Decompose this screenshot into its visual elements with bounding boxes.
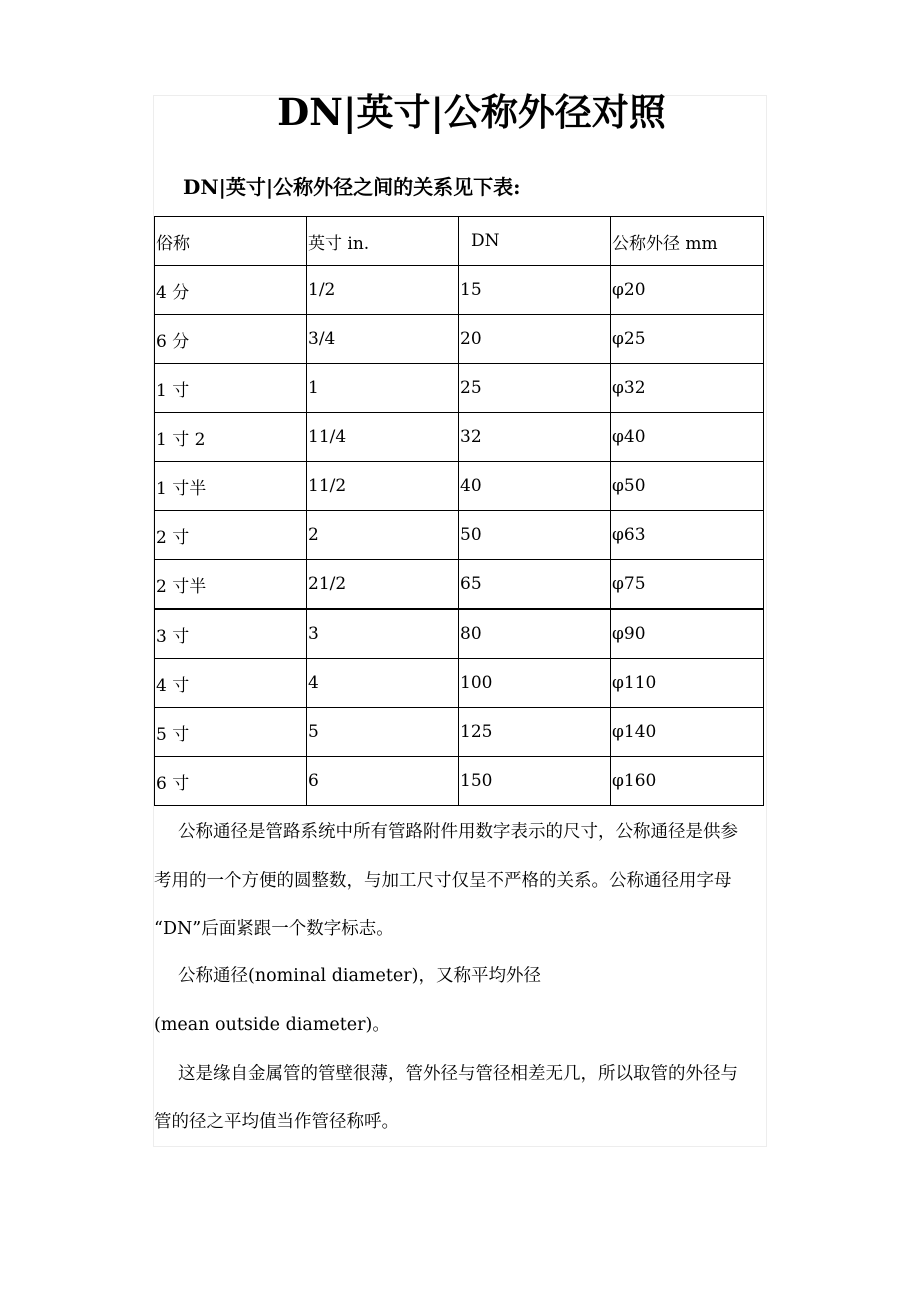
cell-dn: 125 <box>459 708 611 757</box>
page-title: DN|英寸|公称外径对照 <box>277 90 666 134</box>
pipe-size-table <box>154 216 764 806</box>
cell-outer-diameter: φ75 <box>611 560 764 610</box>
table-row <box>155 266 764 315</box>
cell-common-name: 6 寸 <box>155 757 307 806</box>
cell-dn: 15 <box>459 266 611 315</box>
cell-outer-diameter: φ140 <box>611 708 764 757</box>
table-row <box>155 659 764 708</box>
cell-common-name: 2 寸 <box>155 511 307 560</box>
header-cell-inch: 英寸 in. <box>307 217 459 266</box>
cell-inch: 4 <box>307 659 459 708</box>
cell-inch: 1 <box>307 364 459 413</box>
cell-common-name: 1 寸 <box>155 364 307 413</box>
cell-outer-diameter: φ90 <box>611 609 764 659</box>
cell-dn: 32 <box>459 413 611 462</box>
table-row <box>155 364 764 413</box>
cell-dn: 40 <box>459 462 611 511</box>
table-row <box>155 462 764 511</box>
cell-inch: 6 <box>307 757 459 806</box>
cell-common-name: 3 寸 <box>155 609 307 659</box>
section-subtitle: DN|英寸|公称外径之间的关系见下表: <box>183 175 521 199</box>
cell-dn: 65 <box>459 560 611 610</box>
cell-outer-diameter: φ63 <box>611 511 764 560</box>
cell-inch: 11/2 <box>307 462 459 511</box>
cell-outer-diameter: φ25 <box>611 315 764 364</box>
header-cell-outer-diameter: 公称外径 mm <box>611 217 764 266</box>
cell-inch: 3 <box>307 609 459 659</box>
paragraph-line: 管的径之平均值当作管径称呼。 <box>154 1112 399 1132</box>
cell-dn: 150 <box>459 757 611 806</box>
cell-common-name: 4 寸 <box>155 659 307 708</box>
table-header-row <box>155 217 764 266</box>
header-cell-common-name: 俗称 <box>155 217 307 266</box>
cell-outer-diameter: φ20 <box>611 266 764 315</box>
table-row <box>155 315 764 364</box>
cell-dn: 80 <box>459 609 611 659</box>
table-row <box>155 511 764 560</box>
cell-common-name: 5 寸 <box>155 708 307 757</box>
paragraph-line: 这是缘自金属管的管壁很薄，管外径与管径相差无几，所以取管的外径与 <box>178 1064 738 1084</box>
cell-outer-diameter: φ110 <box>611 659 764 708</box>
cell-common-name: 1 寸半 <box>155 462 307 511</box>
cell-inch: 2 <box>307 511 459 560</box>
cell-outer-diameter: φ160 <box>611 757 764 806</box>
paragraph-line: 公称通径是管路系统中所有管路附件用数字表示的尺寸，公称通径是供参 <box>178 822 738 842</box>
paragraph-line: (mean outside diameter)。 <box>154 1015 390 1035</box>
cell-common-name: 2 寸半 <box>155 560 307 610</box>
header-cell-dn: DN <box>459 217 611 266</box>
cell-inch: 21/2 <box>307 560 459 610</box>
cell-dn: 25 <box>459 364 611 413</box>
table-row <box>155 560 764 610</box>
cell-dn: 20 <box>459 315 611 364</box>
cell-inch: 1/2 <box>307 266 459 315</box>
cell-common-name: 1 寸 2 <box>155 413 307 462</box>
table-row <box>155 609 764 659</box>
cell-inch: 3/4 <box>307 315 459 364</box>
cell-inch: 11/4 <box>307 413 459 462</box>
cell-outer-diameter: φ40 <box>611 413 764 462</box>
paragraph-line: “DN”后面紧跟一个数字标志。 <box>154 919 394 939</box>
paragraph-line: 公称通径(nominal diameter)，又称平均外径 <box>178 966 541 986</box>
cell-common-name: 4 分 <box>155 266 307 315</box>
cell-outer-diameter: φ50 <box>611 462 764 511</box>
cell-common-name: 6 分 <box>155 315 307 364</box>
table-row <box>155 708 764 757</box>
cell-outer-diameter: φ32 <box>611 364 764 413</box>
table-row <box>155 413 764 462</box>
cell-dn: 100 <box>459 659 611 708</box>
cell-dn: 50 <box>459 511 611 560</box>
cell-inch: 5 <box>307 708 459 757</box>
paragraph-line: 考用的一个方便的圆整数，与加工尺寸仅呈不严格的关系。公称通径用字母 <box>154 871 732 891</box>
table-row <box>155 757 764 806</box>
